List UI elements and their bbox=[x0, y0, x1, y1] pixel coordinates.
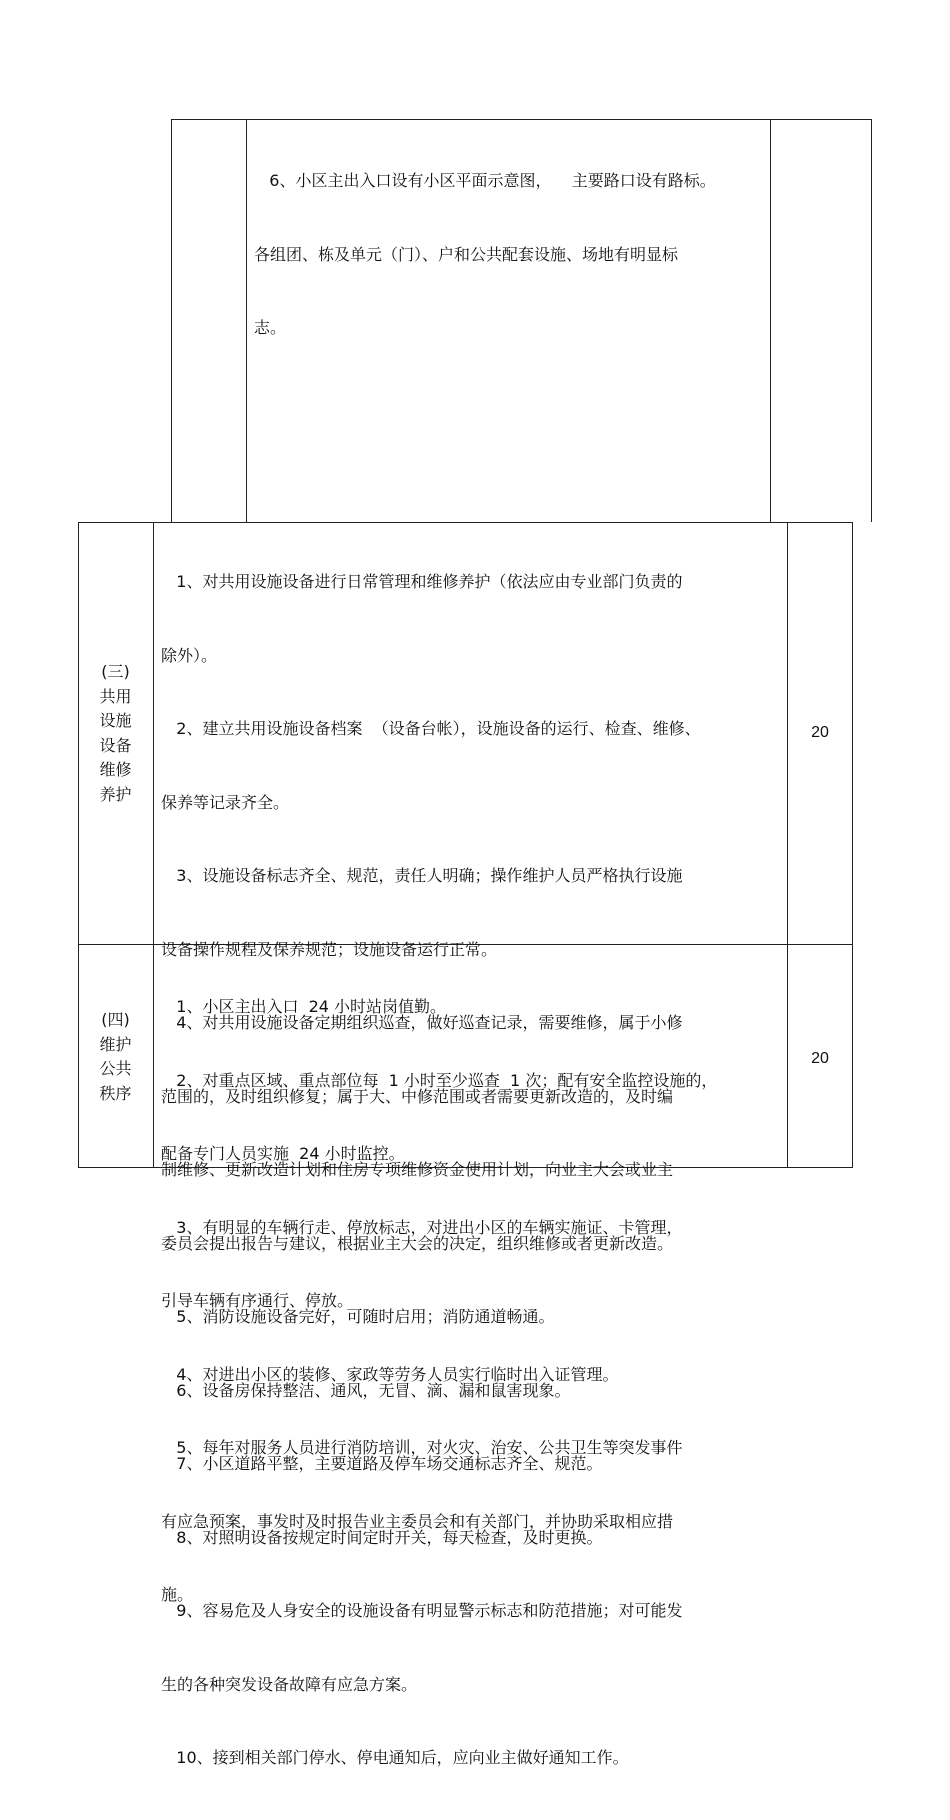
lower-table-divider-2 bbox=[787, 522, 788, 1168]
content-line: 3、有明显的车辆行走、停放标志，对进出小区的车辆实施证、卡管理， bbox=[161, 1217, 683, 1237]
content-line: 范围的，及时组织修复；属于大、中修范围或者需要更新改造的，及时编 bbox=[161, 1086, 674, 1106]
content-line: 7、小区道路平整，主要道路及停车场交通标志齐全、规范。 bbox=[161, 1454, 603, 1473]
content-line: 1、对共用设施设备进行日常管理和维修养护（依法应由专业部门负责的 bbox=[161, 572, 683, 591]
content-line: 10、接到相关部门停水、停电通知后，应向业主做好通知工作。 bbox=[161, 1748, 629, 1767]
upper-table-divider-1 bbox=[246, 119, 247, 522]
upper-content-text bbox=[254, 120, 716, 390]
content-line: 各组团、栋及单元（门）、户和公共配套设施、场地有明显标 bbox=[254, 244, 679, 264]
content-line: 5、消防设施设备完好，可随时启用；消防通道畅通。 bbox=[161, 1307, 555, 1326]
content-line: 有应急预案，事发时及时报告业主委员会和有关部门，并协助采取相应措 bbox=[161, 1511, 674, 1531]
content-line: 1、小区主出入口 24 小时站岗值勤。 bbox=[161, 997, 447, 1016]
upper-table-divider-2 bbox=[770, 119, 771, 522]
content-line: 2、建立共用设施设备档案 （设备台帐），设施设备的运行、检查、维修、 bbox=[161, 719, 701, 738]
content-line: 引导车辆有序通行、停放。 bbox=[161, 1291, 354, 1310]
category-line: 设备 bbox=[99, 735, 132, 755]
content-line: 6、小区主出入口设有小区平面示意图， 主要路口设有路标。 bbox=[254, 171, 716, 190]
content-line: 9、容易危及人身安全的设施设备有明显警示标志和防范措施；对可能发 bbox=[161, 1601, 683, 1620]
content-line: 2、对重点区域、重点部位每 1 小时至少巡查 1 次；配有安全监控设施的， bbox=[161, 1070, 718, 1090]
category-line: (三) bbox=[101, 662, 130, 681]
content-line: 3、设施设备标志齐全、规范，责任人明确；操作维护人员严格执行设施 bbox=[161, 866, 683, 885]
category-line: (四) bbox=[101, 1010, 130, 1029]
category-line: 维护 bbox=[99, 1034, 132, 1054]
section-3-category bbox=[78, 660, 153, 807]
category-line: 养护 bbox=[99, 784, 132, 804]
content-line: 4、对进出小区的装修、家政等劳务人员实行临时出入证管理。 bbox=[161, 1364, 619, 1384]
content-line: 委员会提出报告与建议，根据业主大会的决定，组织维修或者更新改造。 bbox=[161, 1233, 674, 1253]
section-4-score: 20 bbox=[811, 1050, 829, 1067]
content-line: 5、每年对服务人员进行消防培训，对火灾、治安、公共卫生等突发事件 bbox=[161, 1438, 683, 1457]
content-line: 施。 bbox=[161, 1585, 194, 1604]
section-4-content bbox=[161, 946, 717, 1657]
lower-table-divider-1 bbox=[153, 522, 154, 1168]
content-line: 6、设备房保持整洁、通风，无冒、滴、漏和鼠害现象。 bbox=[161, 1380, 571, 1400]
content-line: 4、对共用设施设备定期组织巡查，做好巡查记录，需要维修，属于小修 bbox=[161, 1013, 683, 1032]
content-line: 设备操作规程及保养规范；设施设备运行正常。 bbox=[161, 939, 498, 959]
section-3-score: 20 bbox=[811, 724, 829, 741]
content-line: 制维修、更新改造计划和住房专项维修资金使用计划，向业主大会或业主 bbox=[161, 1160, 674, 1179]
section-4-category bbox=[78, 1008, 153, 1106]
content-line: 8、对照明设备按规定时间定时开关，每天检查，及时更换。 bbox=[161, 1527, 603, 1547]
category-line: 秩序 bbox=[99, 1083, 132, 1103]
content-line: 除外）。 bbox=[161, 645, 218, 665]
lower-table-right-border bbox=[852, 522, 853, 1168]
category-line: 设施 bbox=[99, 711, 132, 730]
content-line: 配备专门人员实施 24 小时监控。 bbox=[161, 1144, 405, 1163]
category-line: 公共 bbox=[99, 1059, 132, 1078]
content-line: 志。 bbox=[254, 318, 287, 337]
content-line: 生的各种突发设备故障有应急方案。 bbox=[161, 1674, 418, 1694]
upper-table-right-border bbox=[871, 119, 872, 522]
upper-table-left-border bbox=[171, 119, 172, 522]
category-line: 共用 bbox=[99, 686, 132, 706]
content-line: 保养等记录齐全。 bbox=[161, 792, 290, 812]
category-line: 维修 bbox=[99, 760, 132, 779]
